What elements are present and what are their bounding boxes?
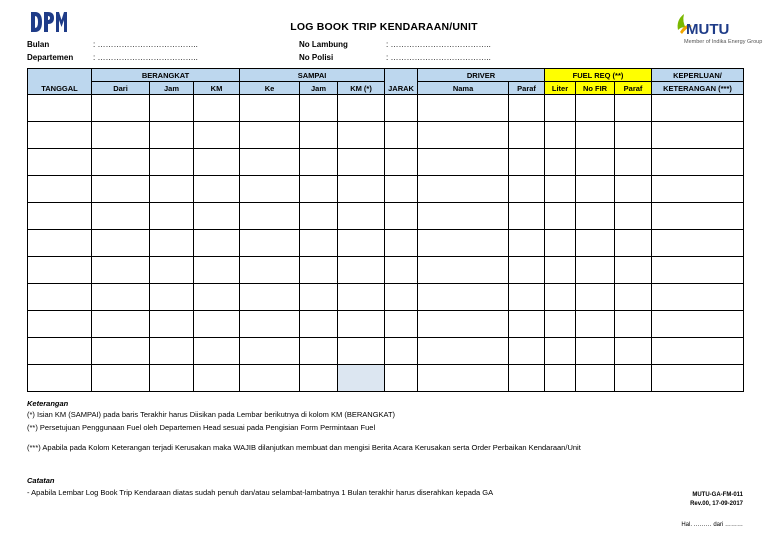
col-dari-header: Dari (92, 82, 150, 95)
table-cell[interactable] (300, 257, 338, 284)
table-cell[interactable] (194, 149, 240, 176)
table-cell[interactable] (545, 230, 576, 257)
table-cell[interactable] (194, 230, 240, 257)
table-cell[interactable] (92, 203, 150, 230)
table-cell[interactable] (300, 365, 338, 392)
table-cell[interactable] (194, 122, 240, 149)
table-cell[interactable] (576, 257, 615, 284)
table-cell[interactable] (194, 311, 240, 338)
table-cell[interactable] (240, 95, 300, 122)
table-cell[interactable] (92, 257, 150, 284)
table-cell[interactable] (418, 284, 509, 311)
table-cell[interactable] (615, 176, 652, 203)
table-cell[interactable] (418, 365, 509, 392)
table-cell[interactable] (28, 176, 92, 203)
table-cell[interactable] (509, 338, 545, 365)
table-row (28, 338, 744, 365)
table-cell[interactable] (150, 338, 194, 365)
table-cell[interactable] (652, 95, 744, 122)
table-cell[interactable] (338, 311, 385, 338)
col-tanggal-header: TANGGAL (28, 69, 92, 95)
table-cell[interactable] (194, 338, 240, 365)
table-cell[interactable] (652, 284, 744, 311)
table-cell[interactable] (576, 149, 615, 176)
table-cell[interactable] (92, 230, 150, 257)
table-cell[interactable] (28, 311, 92, 338)
table-cell[interactable] (509, 122, 545, 149)
table-cell[interactable] (300, 338, 338, 365)
table-cell[interactable] (300, 203, 338, 230)
table-cell[interactable] (545, 176, 576, 203)
table-cell[interactable] (509, 230, 545, 257)
table-cell[interactable] (194, 284, 240, 311)
bulan-label: Bulan (27, 40, 50, 49)
table-cell[interactable] (545, 284, 576, 311)
no-lambung-field[interactable]: : ……………………………….. (386, 40, 491, 49)
col-liter-header: Liter (545, 82, 576, 95)
table-row (28, 95, 744, 122)
col-ke-header: Ke (240, 82, 300, 95)
table-cell[interactable] (240, 230, 300, 257)
table-row (28, 365, 744, 392)
table-cell[interactable] (338, 122, 385, 149)
table-cell[interactable] (92, 365, 150, 392)
table-cell[interactable] (150, 311, 194, 338)
table-cell[interactable] (300, 122, 338, 149)
table-cell[interactable] (28, 365, 92, 392)
table-cell[interactable] (615, 338, 652, 365)
col-jam-sampai-header: Jam (300, 82, 338, 95)
table-cell[interactable] (509, 176, 545, 203)
table-cell[interactable] (545, 365, 576, 392)
table-cell[interactable] (240, 311, 300, 338)
mutu-logo-text: MUTU (686, 21, 730, 38)
table-cell[interactable] (338, 230, 385, 257)
table-cell[interactable] (418, 230, 509, 257)
table-cell[interactable] (338, 149, 385, 176)
table-cell[interactable] (194, 257, 240, 284)
table-cell[interactable] (509, 203, 545, 230)
table-cell[interactable] (545, 338, 576, 365)
table-cell[interactable] (338, 284, 385, 311)
table-cell[interactable] (652, 311, 744, 338)
table-cell[interactable] (418, 176, 509, 203)
table-cell[interactable] (28, 95, 92, 122)
table-cell[interactable] (576, 230, 615, 257)
table-cell[interactable] (576, 203, 615, 230)
table-cell[interactable] (545, 95, 576, 122)
col-jarak-header: JARAK (385, 69, 418, 95)
table-cell[interactable] (28, 284, 92, 311)
table-cell[interactable] (652, 365, 744, 392)
table-cell[interactable] (545, 122, 576, 149)
table-cell[interactable] (338, 338, 385, 365)
table-cell[interactable] (385, 176, 418, 203)
table-cell[interactable] (385, 230, 418, 257)
table-row (28, 257, 744, 284)
table-row (28, 122, 744, 149)
table-cell[interactable] (28, 257, 92, 284)
table-cell[interactable] (418, 338, 509, 365)
table-cell[interactable] (150, 122, 194, 149)
table-cell[interactable] (194, 176, 240, 203)
table-cell[interactable] (338, 365, 385, 392)
table-cell[interactable] (300, 95, 338, 122)
table-cell[interactable] (615, 230, 652, 257)
col-no-fir-header: No FIR (576, 82, 615, 95)
table-cell[interactable] (418, 95, 509, 122)
table-row (28, 230, 744, 257)
table-cell[interactable] (240, 284, 300, 311)
table-cell[interactable] (338, 257, 385, 284)
table-cell[interactable] (576, 95, 615, 122)
table-cell[interactable] (300, 284, 338, 311)
table-cell[interactable] (240, 122, 300, 149)
table-cell[interactable] (385, 311, 418, 338)
table-cell[interactable] (615, 257, 652, 284)
table-cell[interactable] (615, 203, 652, 230)
table-cell[interactable] (150, 284, 194, 311)
mutu-logo-subtitle: Member of Indika Energy Group (684, 39, 763, 45)
table-cell[interactable] (92, 149, 150, 176)
table-cell[interactable] (150, 203, 194, 230)
table-cell[interactable] (576, 122, 615, 149)
table-cell[interactable] (338, 95, 385, 122)
mutu-logo (672, 12, 763, 46)
group-driver-header: DRIVER (418, 69, 545, 82)
keterangan-heading: Keterangan (27, 399, 69, 408)
table-cell[interactable] (240, 338, 300, 365)
col-km-berangkat-header: KM (194, 82, 240, 95)
table-cell[interactable] (615, 95, 652, 122)
table-cell[interactable] (150, 176, 194, 203)
table-cell[interactable] (509, 257, 545, 284)
table-cell[interactable] (418, 203, 509, 230)
table-cell[interactable] (545, 149, 576, 176)
table-cell[interactable] (545, 257, 576, 284)
group-keperluan-header: KEPERLUAN/ (652, 69, 744, 82)
table-cell[interactable] (385, 95, 418, 122)
col-keterangan-header: KETERANGAN (***) (652, 82, 744, 95)
table-group-header-row (28, 69, 744, 82)
table-cell[interactable] (418, 311, 509, 338)
table-cell[interactable] (194, 203, 240, 230)
table-row (28, 311, 744, 338)
table-cell[interactable] (385, 149, 418, 176)
table-cell[interactable] (385, 338, 418, 365)
table-cell[interactable] (509, 149, 545, 176)
table-cell[interactable] (576, 338, 615, 365)
form-title: LOG BOOK TRIP KENDARAAN/UNIT (290, 21, 478, 33)
form-code: MUTU-GA-FM-011 (692, 492, 743, 498)
table-cell[interactable] (652, 122, 744, 149)
table-cell[interactable] (150, 365, 194, 392)
table-cell[interactable] (150, 230, 194, 257)
table-cell[interactable] (545, 311, 576, 338)
table-cell[interactable] (615, 311, 652, 338)
table-cell[interactable] (509, 365, 545, 392)
table-cell[interactable] (652, 149, 744, 176)
table-cell[interactable] (652, 257, 744, 284)
note-line-1: (*) Isian KM (SAMPAI) pada baris Terakhir harus Diisikan pada Lembar berikutnya di kolom KM (BERANGKAT) (27, 410, 396, 419)
table-cell[interactable] (385, 284, 418, 311)
catatan-line: - Apabila Lembar Log Book Trip Kendaraan diatas sudah penuh dan/atau selambat-lambatnya 1 Bulan terakhir harus diserahkan kepada GA (27, 488, 494, 497)
table-cell[interactable] (150, 149, 194, 176)
group-berangkat-header: BERANGKAT (92, 69, 240, 82)
log-table (27, 68, 744, 392)
table-row (28, 284, 744, 311)
group-fuel-req-header: FUEL REQ (**) (545, 69, 652, 82)
table-cell[interactable] (385, 203, 418, 230)
table-row (28, 176, 744, 203)
table-cell[interactable] (240, 257, 300, 284)
table-cell[interactable] (418, 257, 509, 284)
no-polisi-field[interactable]: : ……………………………….. (386, 53, 491, 62)
col-jam-berangkat-header: Jam (150, 82, 194, 95)
table-cell[interactable] (150, 95, 194, 122)
table-cell[interactable] (92, 176, 150, 203)
table-cell[interactable] (300, 230, 338, 257)
table-cell[interactable] (338, 203, 385, 230)
table-cell[interactable] (92, 311, 150, 338)
col-nama-header: Nama (418, 82, 509, 95)
table-cell[interactable] (418, 149, 509, 176)
table-cell[interactable] (615, 149, 652, 176)
table-cell[interactable] (300, 311, 338, 338)
table-cell[interactable] (545, 203, 576, 230)
no-lambung-label: No Lambung (299, 40, 348, 49)
departemen-label: Departemen (27, 53, 74, 62)
table-cell[interactable] (92, 95, 150, 122)
note-line-3: (***) Apabila pada Kolom Keterangan terjadi Kerusakan maka WAJIB dilanjutkan membuat dan mengisi Berita Acara Kerusakan serta Order Perbaikan Kendaraan/Unit (27, 443, 581, 452)
bulan-field[interactable]: : ……………………………….. (93, 40, 198, 49)
table-cell[interactable] (92, 338, 150, 365)
table-cell[interactable] (28, 230, 92, 257)
table-cell[interactable] (92, 122, 150, 149)
table-cell[interactable] (418, 122, 509, 149)
col-paraf-fuel-header: Paraf (615, 82, 652, 95)
page-number: Hal. ……… dari ……… (681, 522, 743, 528)
col-km-sampai-header: KM (*) (338, 82, 385, 95)
table-cell[interactable] (240, 365, 300, 392)
table-cell[interactable] (240, 149, 300, 176)
departemen-field[interactable]: : ……………………………….. (93, 53, 198, 62)
table-cell[interactable] (576, 311, 615, 338)
table-cell[interactable] (652, 203, 744, 230)
table-cell[interactable] (28, 122, 92, 149)
table-cell[interactable] (28, 149, 92, 176)
table-cell[interactable] (194, 95, 240, 122)
table-cell[interactable] (652, 176, 744, 203)
table-cell[interactable] (652, 230, 744, 257)
table-row (28, 149, 744, 176)
table-cell[interactable] (615, 365, 652, 392)
table-cell[interactable] (576, 176, 615, 203)
table-cell[interactable] (615, 122, 652, 149)
table-cell[interactable] (509, 95, 545, 122)
log-table-body (28, 95, 744, 392)
table-cell[interactable] (385, 257, 418, 284)
table-cell[interactable] (338, 176, 385, 203)
table-row (28, 203, 744, 230)
table-cell[interactable] (194, 365, 240, 392)
no-polisi-label: No Polisi (299, 53, 334, 62)
table-cell[interactable] (28, 203, 92, 230)
table-cell[interactable] (509, 311, 545, 338)
table-cell[interactable] (240, 203, 300, 230)
note-line-2: (**) Persetujuan Penggunaan Fuel oleh Departemen Head sesuai pada Pengisian Form Permintaan Fuel (27, 423, 376, 432)
col-paraf-driver-header: Paraf (509, 82, 545, 95)
catatan-heading: Catatan (27, 476, 55, 485)
table-cell[interactable] (92, 284, 150, 311)
table-cell[interactable] (652, 338, 744, 365)
group-sampai-header: SAMPAI (240, 69, 385, 82)
table-cell[interactable] (509, 284, 545, 311)
table-cell[interactable] (576, 365, 615, 392)
table-cell[interactable] (240, 176, 300, 203)
table-cell[interactable] (150, 257, 194, 284)
table-cell[interactable] (385, 365, 418, 392)
form-revision: Rev.00, 17-09-2017 (690, 501, 743, 507)
table-cell[interactable] (28, 338, 92, 365)
table-cell[interactable] (615, 284, 652, 311)
table-cell[interactable] (300, 176, 338, 203)
table-cell[interactable] (385, 122, 418, 149)
table-cell[interactable] (300, 149, 338, 176)
table-cell[interactable] (576, 284, 615, 311)
